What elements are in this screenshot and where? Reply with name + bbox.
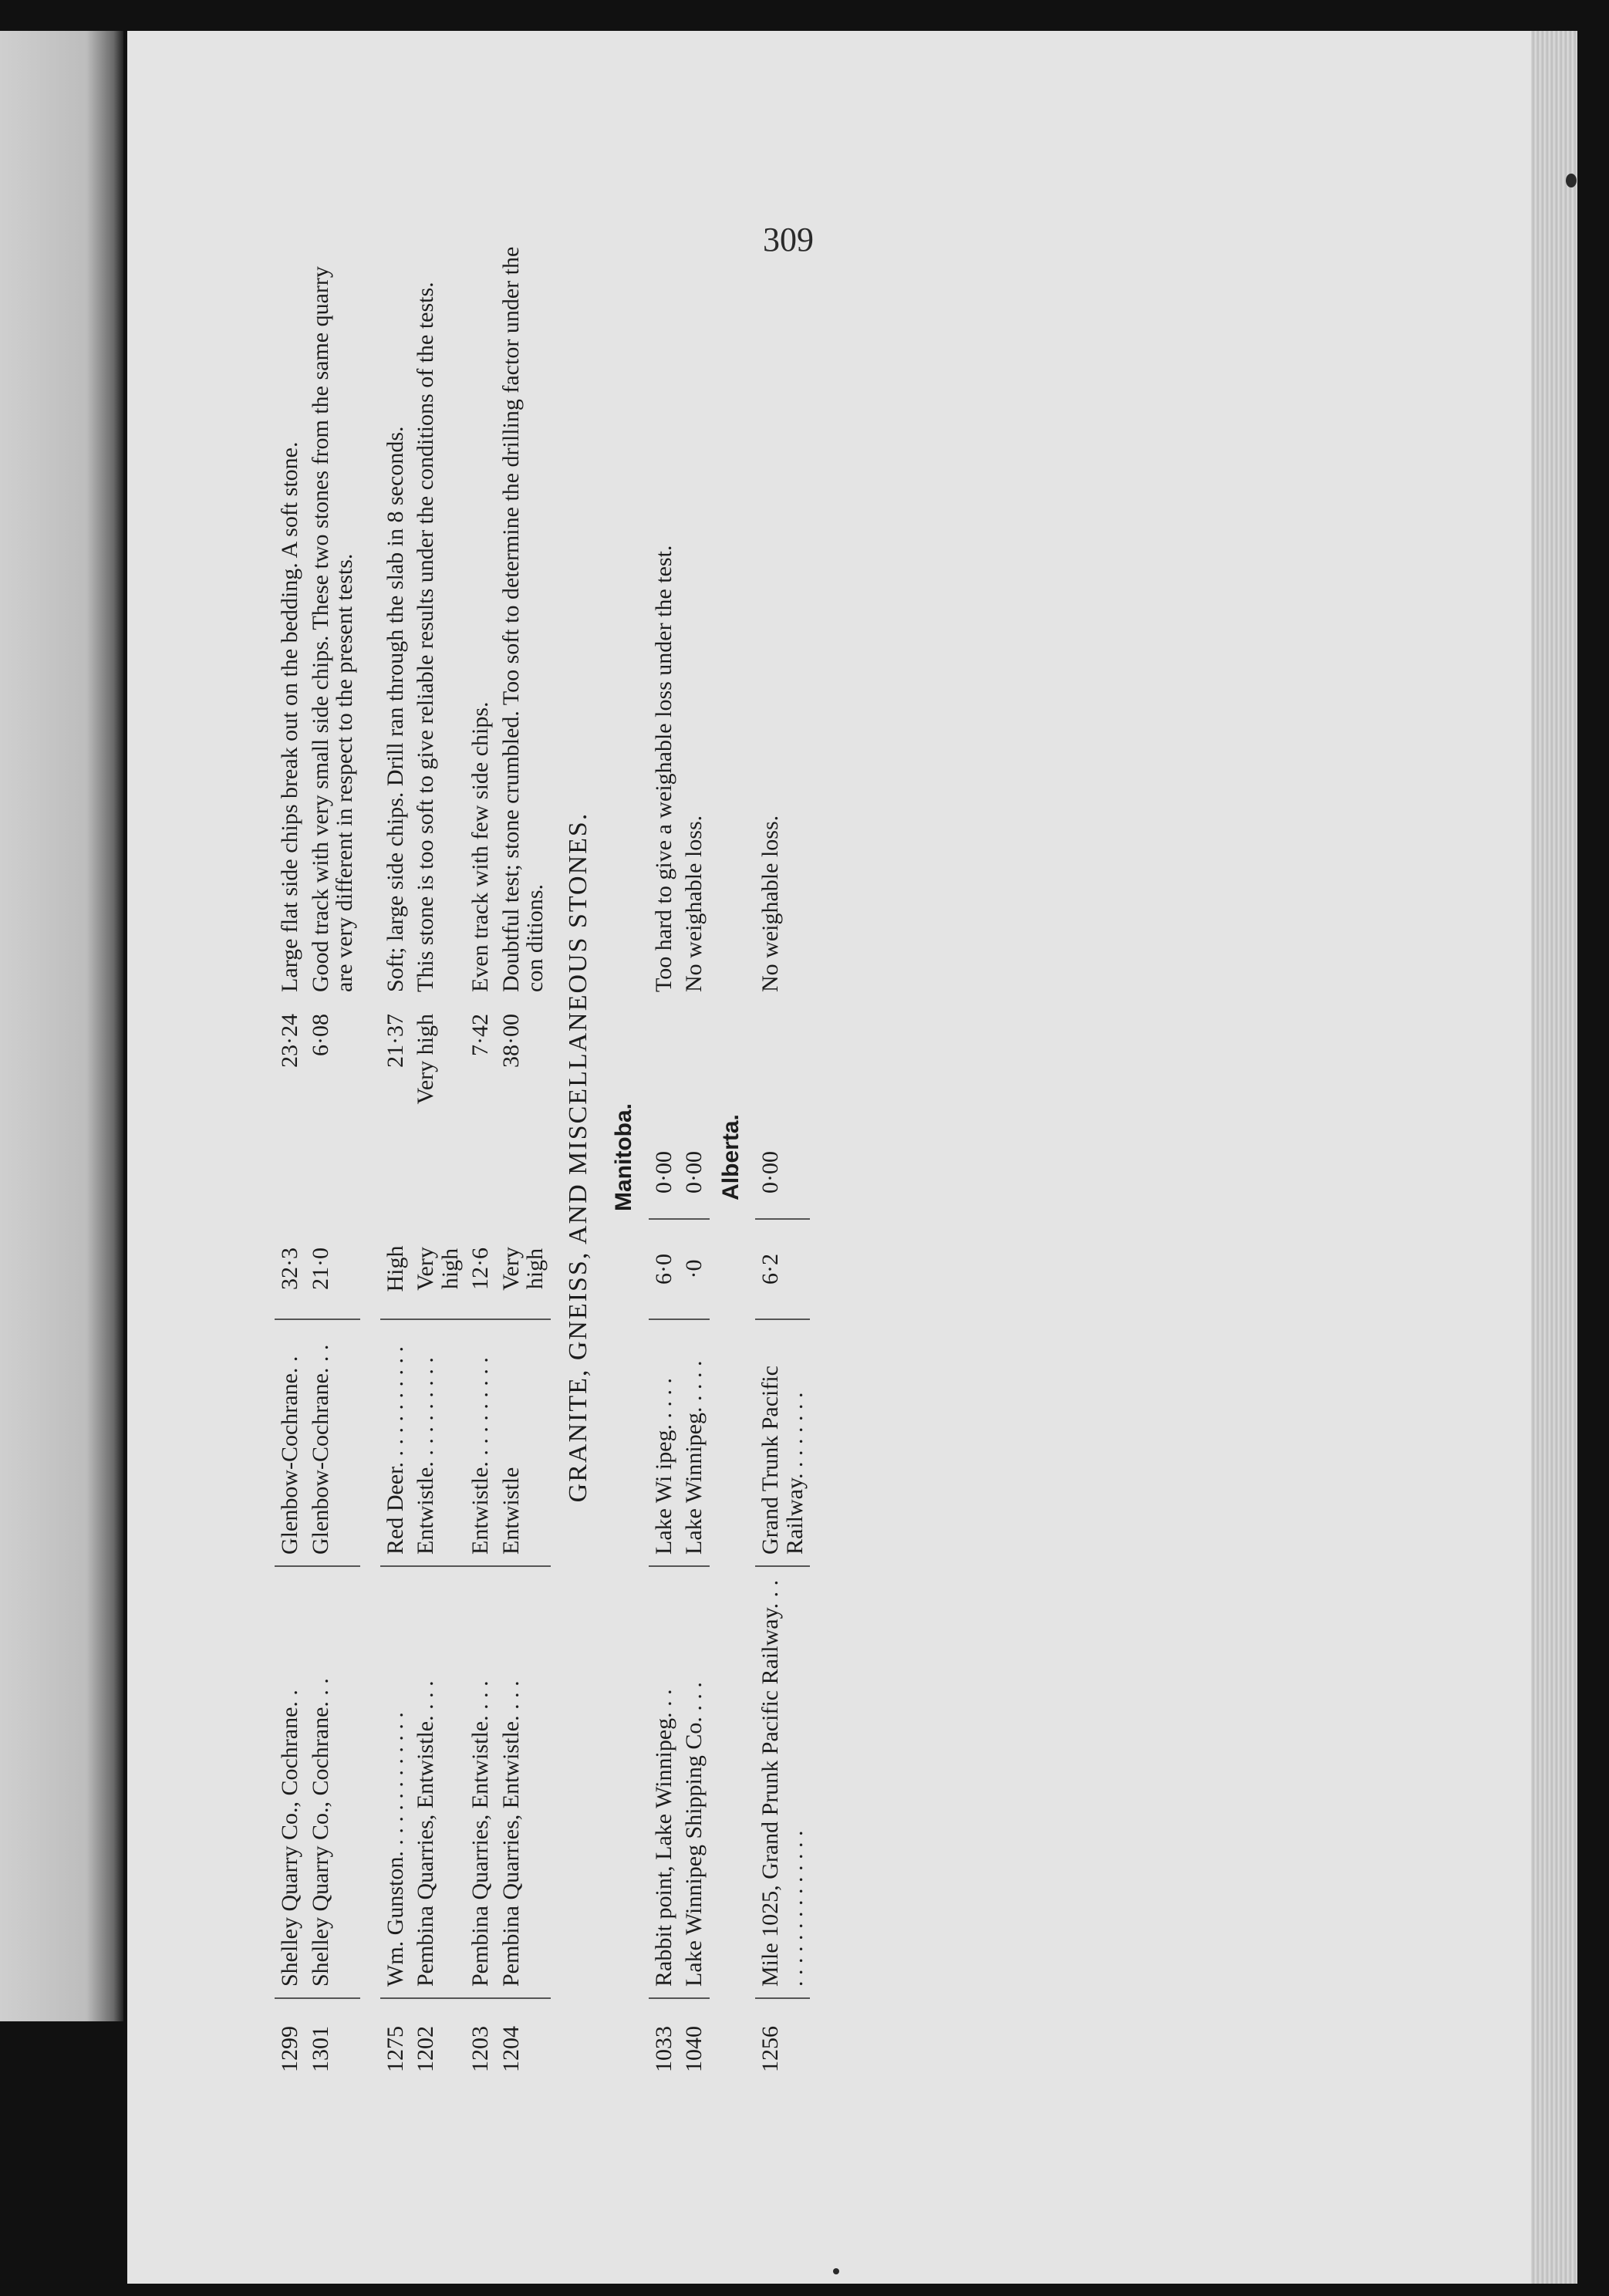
wear: 0·00 xyxy=(679,1126,710,1219)
wear xyxy=(410,1126,465,1219)
remarks: No weighable loss. xyxy=(681,815,707,992)
hardness: ·0 xyxy=(679,1219,710,1319)
province-heading-row xyxy=(710,231,756,2083)
page-number: 309 xyxy=(763,221,814,258)
remarks: Even track with few side chips. xyxy=(467,701,493,992)
locality: Mile 1025, Grand Prunk Pacific Railway. . . . . . . . . . . . . . . . . xyxy=(755,1566,810,1998)
page-stack-edge xyxy=(1531,31,1577,2284)
sample-number: 1204 xyxy=(498,2026,524,2072)
sample-number: 1040 xyxy=(681,2026,707,2072)
hardness: 12·6 xyxy=(465,1219,496,1319)
drilling-factor xyxy=(649,1003,680,1126)
test-results-table xyxy=(255,231,810,2083)
wear: 0·00 xyxy=(649,1126,680,1219)
locality: Pembina Quarries, Entwistle. . . . xyxy=(496,1566,551,1998)
remarks: No weighable loss. xyxy=(757,815,784,992)
table-row xyxy=(465,231,496,2083)
sample-number: 1256 xyxy=(757,2026,784,2072)
hardness: Very high xyxy=(410,1219,465,1319)
hardness: 6·0 xyxy=(649,1219,680,1319)
rotated-table-block xyxy=(255,231,1412,2083)
drilling-factor: 38·00 xyxy=(498,1014,524,1068)
station: Red Deer. . . . . . . . . . . xyxy=(380,1319,411,1566)
remarks: Doubtful test; stone crumbled. Too soft to determine the drilling factor under the con ditions. xyxy=(498,246,548,992)
sample-number: 1301 xyxy=(307,2026,333,2072)
wear xyxy=(465,1126,496,1219)
station: Lake Winnipeg. . . . . xyxy=(679,1319,710,1566)
table-row xyxy=(649,231,680,2083)
hardness: Very high xyxy=(496,1219,551,1319)
section-heading-row xyxy=(551,231,603,2083)
table-row xyxy=(275,231,305,2083)
table-row xyxy=(496,231,551,2083)
remarks: This stone is too soft to give reliable results under the conditions of the tests. xyxy=(413,282,438,992)
remarks: Too hard to give a weighable loss under the test. xyxy=(650,545,676,992)
scan-speck xyxy=(1566,174,1577,187)
hardness: 32·3 xyxy=(275,1219,305,1319)
scan-speck xyxy=(833,2268,839,2274)
drilling-factor xyxy=(679,1003,710,1126)
table-row xyxy=(755,231,810,2083)
hardness: High xyxy=(380,1219,411,1319)
hardness: 6·2 xyxy=(755,1219,810,1319)
drilling-factor: 23·24 xyxy=(277,1014,302,1068)
locality: Pembina Quarries, Entwistle. . . . xyxy=(410,1566,465,1998)
drilling-factor: 7·42 xyxy=(467,1014,493,1056)
sample-number: 1203 xyxy=(467,2026,493,2072)
sample-number: 1299 xyxy=(277,2026,302,2072)
locality: Shelley Quarry Co., Cochrane. . xyxy=(275,1566,305,1998)
table-row xyxy=(380,231,411,2083)
remarks: Large flat side chips break out on the bedding. A soft stone. xyxy=(277,441,302,992)
sample-number: 1202 xyxy=(413,2026,438,2072)
station: Entwistle xyxy=(496,1319,551,1566)
facing-page-edge xyxy=(0,31,123,2021)
locality: Pembina Quarries, Entwistle. . . . xyxy=(465,1566,496,1998)
locality: Rabbit point, Lake Winnipeg. . . xyxy=(649,1566,680,1998)
drilling-factor: Very high xyxy=(413,1014,438,1105)
wear xyxy=(275,1126,305,1219)
drilling-factor: 21·37 xyxy=(382,1014,408,1068)
drilling-factor: 6·08 xyxy=(307,1014,333,1056)
table-row xyxy=(305,231,360,2083)
station: Grand Trunk Pacific Railway. . . . . . . . xyxy=(755,1319,810,1566)
remarks: Soft; large side chips. Drill ran through the slab in 8 seconds. xyxy=(382,426,408,992)
wear xyxy=(380,1126,411,1219)
station: Lake Wi ipeg. . . . . xyxy=(649,1319,680,1566)
wear xyxy=(305,1126,360,1219)
wear xyxy=(496,1126,551,1219)
station: Entwistle. . . . . . . . . . xyxy=(410,1319,465,1566)
remarks: Good track with very small side chips. These two stones from the same quarry are very different in respect to the present tests. xyxy=(307,266,357,992)
province-heading-row xyxy=(602,231,649,2083)
station: Glenbow-Cochrane. . . xyxy=(305,1319,360,1566)
locality: Shelley Quarry Co., Cochrane. . . xyxy=(305,1566,360,1998)
province-heading-manitoba: Manitoba. xyxy=(611,1103,637,1211)
table-row xyxy=(679,231,710,2083)
province-heading-alberta: Alberta. xyxy=(717,1114,744,1200)
locality: Wm. Gunston. . . . . . . . . . . . . xyxy=(380,1566,411,1998)
section-heading: GRANITE, GNEISS, AND MISCELLANEOUS STONES. xyxy=(563,812,592,1503)
wear: 0·00 xyxy=(755,1126,810,1219)
hardness: 21·0 xyxy=(305,1219,360,1319)
locality: Lake Winnipeg Shipping Co. . . . xyxy=(679,1566,710,1998)
sample-number: 1275 xyxy=(382,2026,408,2072)
sample-number: 1033 xyxy=(650,2026,676,2072)
station: Glenbow-Cochrane. . xyxy=(275,1319,305,1566)
table-row xyxy=(410,231,465,2083)
drilling-factor xyxy=(755,1003,810,1126)
station: Entwistle. . . . . . . . . . xyxy=(465,1319,496,1566)
